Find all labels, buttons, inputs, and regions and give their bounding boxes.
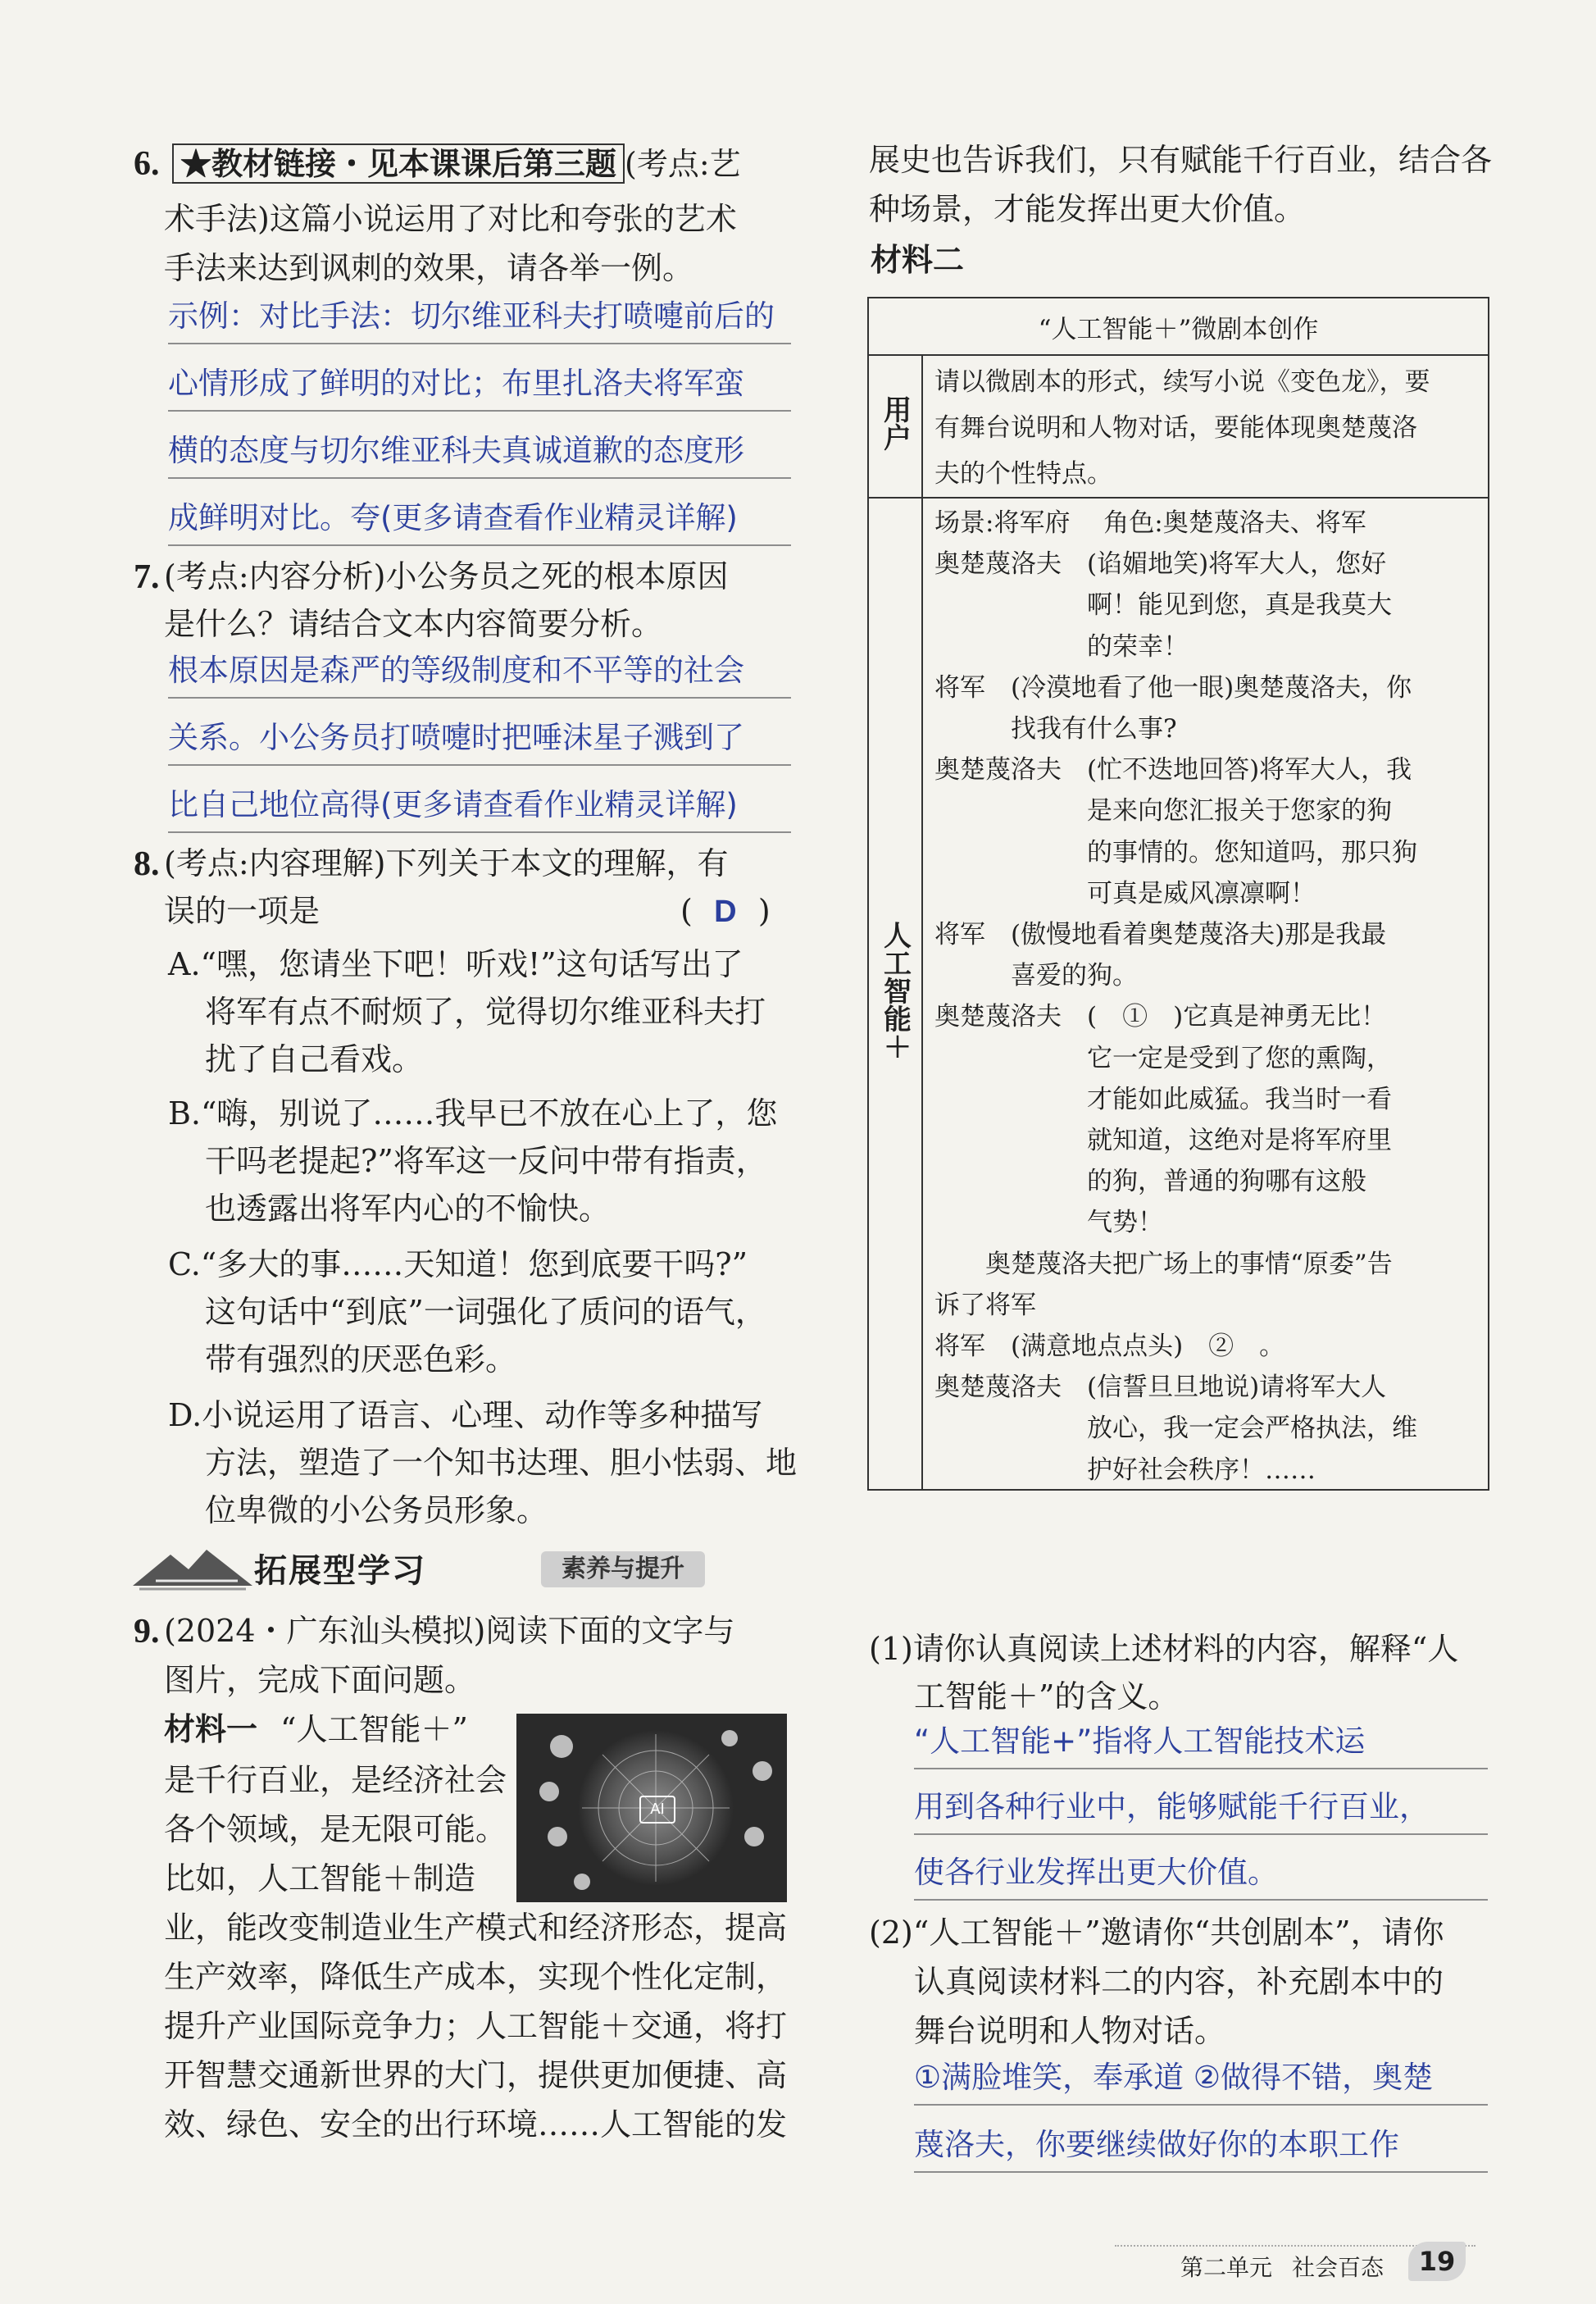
- topic-label: 社会百态: [1292, 2254, 1385, 2281]
- material1-label: 材料一: [164, 1711, 258, 1747]
- q9-stem-line2: 图片，完成下面问题。: [164, 1662, 476, 1698]
- section-title: 拓展型学习: [254, 1552, 426, 1590]
- dialogue-line: 将军 (冷漠地看了他一眼)奥楚蔑洛夫，你: [934, 672, 1412, 703]
- mountain-icon: [131, 1543, 254, 1592]
- q6-answer-line: 横的态度与切尔维亚科夫真诚道歉的态度形: [168, 428, 791, 479]
- ai-cell: [868, 498, 922, 1490]
- material1-line4: 比如，人工智能＋制造: [164, 1860, 476, 1896]
- dialogue-line: 奥楚蔑洛夫 ( ① )它真是神勇无比！: [934, 1002, 1387, 1032]
- q6-answer-line: 心情形成了鲜明的对比；布里扎洛夫将军蛮: [168, 361, 791, 412]
- option-c-line1: C.“多大的事……天知道！您到底要干吗?”: [168, 1246, 748, 1282]
- footer-unit: [1180, 2250, 1384, 2283]
- material1-line2: 是千行百业，是经济社会: [164, 1762, 507, 1798]
- dialogue-line: 的荣幸！: [934, 631, 1189, 662]
- q6-stem-line1: [172, 141, 741, 187]
- dialogue-line: 它一定是受到了您的熏陶，: [934, 1043, 1392, 1073]
- option-b-line2: 干吗老提起?”将军这一反问中带有指责，: [205, 1143, 767, 1179]
- option-c-line3: 带有强烈的厌恶色彩。: [205, 1341, 517, 1377]
- table-title: “人工智能＋”微剧本创作: [868, 298, 1489, 355]
- user-prompt-line: 夫的个性特点。: [934, 459, 1112, 489]
- material1-full-line4: 开智慧交通新世界的大门，提供更加便捷、高: [164, 2057, 788, 2093]
- option-d-line3: 位卑微的小公务员形象。: [205, 1492, 548, 1528]
- dialogue-line: 奥楚蔑洛夫 (信誓旦旦地说)请将军大人: [934, 1373, 1387, 1403]
- sub1-answer-line: “人工智能+”指将人工智能技术运: [914, 1719, 1488, 1769]
- ai-label-vertical: 人工智能＋: [878, 921, 912, 1060]
- dialogue-line: 奥楚蔑洛夫 (忙不迭地回答)将军大人，我: [934, 755, 1412, 785]
- sub2-line1: (2)“人工智能＋”邀请你“共创剧本”，请你: [869, 1915, 1444, 1951]
- dialogue-line: 奥楚蔑洛夫 (谄媚地笑)将军大人，您好: [934, 549, 1387, 580]
- user-prompt-line: 有舞台说明和人物对话，要能体现奥楚蔑洛: [934, 413, 1417, 443]
- material1-line3: 各个领域，是无限可能。: [164, 1811, 507, 1847]
- dialogue-line: 将军 (满意地点点头) ② 。: [934, 1332, 1285, 1361]
- dialogue-line: 喜爱的狗。: [934, 961, 1138, 991]
- section-badge: 素养与提升: [541, 1551, 705, 1587]
- dialogue-line: 气势！: [934, 1208, 1163, 1238]
- q9-number: 9.: [134, 1613, 160, 1651]
- ai-label: AI: [639, 1796, 675, 1824]
- q8-stem-line2: [164, 889, 791, 934]
- sub1-answer-line: 使各行业发挥出更大价值。: [914, 1850, 1488, 1901]
- q6-answer-line: 示例：对比手法：切尔维亚科夫打喷嚏前后的: [168, 294, 791, 344]
- sub1-line1: (1)请你认真阅读上述材料的内容，解释“人: [869, 1631, 1459, 1667]
- user-label: 用户: [878, 395, 912, 451]
- q9-stem-line1: (2024・广东汕头模拟)阅读下面的文字与: [164, 1613, 735, 1649]
- q6-answer-line: 成鲜明对比。夸(更多请查看作业精灵详解): [168, 495, 791, 546]
- material1-full-line2: 生产效率，降低生产成本，实现个性化定制，: [164, 1959, 788, 1995]
- q7-answer-line: 比自己地位高得(更多请查看作业精灵详解): [168, 782, 791, 833]
- dialogue-line: 场景:将军府 角色:奥楚蔑洛夫、将军: [934, 508, 1366, 538]
- sub1-answer-line: 用到各种行业中，能够赋能千行百业，: [914, 1784, 1488, 1835]
- option-b-line3: 也透露出将军内心的不愉快。: [205, 1191, 611, 1227]
- q7-answer-line: 根本原因是森严的等级制度和不平等的社会: [168, 648, 791, 699]
- q8-number: 8.: [134, 845, 160, 883]
- bracket-left: (: [680, 893, 693, 929]
- sub1-line2: 工智能＋”的含义。: [914, 1678, 1180, 1714]
- material1-full-line1: 业，能改变制造业生产模式和经济形态，提高: [164, 1910, 788, 1946]
- dialogue-line: 的事情的。您知道吗，那只狗: [934, 837, 1417, 867]
- q6-topic: (考点:艺: [625, 146, 741, 182]
- user-prompt-line: 请以微剧本的形式，续写小说《变色龙》，要: [934, 367, 1430, 397]
- textbook-link-tag: ★教材链接・见本课课后第三题: [172, 143, 625, 184]
- option-b-line1: B.“嗨，别说了……我早已不放在心上了，您: [168, 1095, 778, 1132]
- material1-full-line5: 效、绿色、安全的出行环境……人工智能的发: [164, 2106, 788, 2142]
- sub2-line2: 认真阅读材料二的内容，补充剧本中的: [914, 1964, 1444, 2000]
- material1-line1: [164, 1707, 468, 1752]
- dialogue-line: 放心，我一定会严格执法，维: [934, 1414, 1417, 1444]
- dialogue-line: 诉了将军: [934, 1290, 1036, 1320]
- section-header: [131, 1538, 795, 1596]
- q6-number: 6.: [134, 145, 160, 183]
- dialogue-line: 将军 (傲慢地看着奥楚蔑洛夫)那是我最: [934, 920, 1387, 949]
- material1-cont-line2: 种场景，才能发挥出更大价值。: [869, 191, 1306, 227]
- ai-illustration: [516, 1714, 787, 1902]
- q6-stem-line3: 手法来达到讽刺的效果，请各举一例。: [164, 250, 694, 286]
- material1-cont-line1: 展史也告诉我们，只有赋能千行百业，结合各: [869, 142, 1493, 178]
- material1-full-line3: 提升产业国际竞争力；人工智能＋交通，将打: [164, 2008, 788, 2044]
- dialogue-line: 就知道，这绝对是将军府里: [934, 1126, 1392, 1155]
- option-a-line3: 扰了自己看戏。: [205, 1041, 424, 1077]
- dialogue-line: 可真是威风凛凛啊！: [934, 878, 1316, 908]
- answer-bracket: [680, 889, 771, 935]
- q7-stem-line2: 是什么？请结合文本内容简要分析。: [164, 606, 663, 642]
- dialogue-line: 找我有什么事?: [934, 714, 1177, 744]
- q7-number: 7.: [134, 558, 160, 596]
- material2-label: 材料二: [871, 242, 965, 278]
- q8-stem-text: 误的一项是: [164, 893, 321, 929]
- q8-answer: D: [714, 895, 737, 929]
- dialogue-line: 奥楚蔑洛夫把广场上的事情“原委”告: [934, 1249, 1393, 1279]
- material1-text: “人工智能＋”: [280, 1711, 468, 1747]
- page-number: 19: [1408, 2242, 1466, 2281]
- option-a-line2: 将军有点不耐烦了，觉得切尔维亚科夫打: [205, 994, 766, 1030]
- dialogue-line: 是来向您汇报关于您家的狗: [934, 796, 1392, 826]
- option-a-line1: A.“嘿，您请坐下吧！听戏!”这句话写出了: [168, 946, 743, 982]
- bracket-right: ): [757, 893, 771, 929]
- option-d-line1: D.小说运用了语言、心理、动作等多种描写: [168, 1397, 763, 1433]
- sub2-answer-line: 蔑洛夫，你要继续做好你的本职工作: [914, 2122, 1488, 2173]
- dialogue-line: 护好社会秩序！……: [934, 1455, 1316, 1485]
- q6-stem-line2: 术手法)这篇小说运用了对比和夸张的艺术: [164, 201, 737, 237]
- option-d-line2: 方法，塑造了一个知书达理、胆小怯弱、地: [205, 1445, 798, 1481]
- dialogue-line: 的狗，普通的狗哪有这般: [934, 1167, 1366, 1197]
- q7-stem-line1: (考点:内容分析)小公务员之死的根本原因: [164, 558, 729, 594]
- dialogue-line: 才能如此威猛。我当时一看: [934, 1084, 1392, 1114]
- sub2-answer-line: ①满脸堆笑，奉承道 ②做得不错，奥楚: [914, 2055, 1488, 2106]
- user-cell: [868, 355, 922, 498]
- q8-stem-line1: (考点:内容理解)下列关于本文的理解，有: [164, 845, 729, 881]
- dialogue-line: 啊！能见到您，真是我莫大: [934, 590, 1392, 621]
- option-c-line2: 这句话中“到底”一词强化了质问的语气，: [205, 1294, 766, 1330]
- unit-label: 第二单元: [1180, 2254, 1273, 2281]
- q7-answer-line: 关系。小公务员打喷嚏时把唾沫星子溅到了: [168, 715, 791, 766]
- sub2-line3: 舞台说明和人物对话。: [914, 2013, 1226, 2049]
